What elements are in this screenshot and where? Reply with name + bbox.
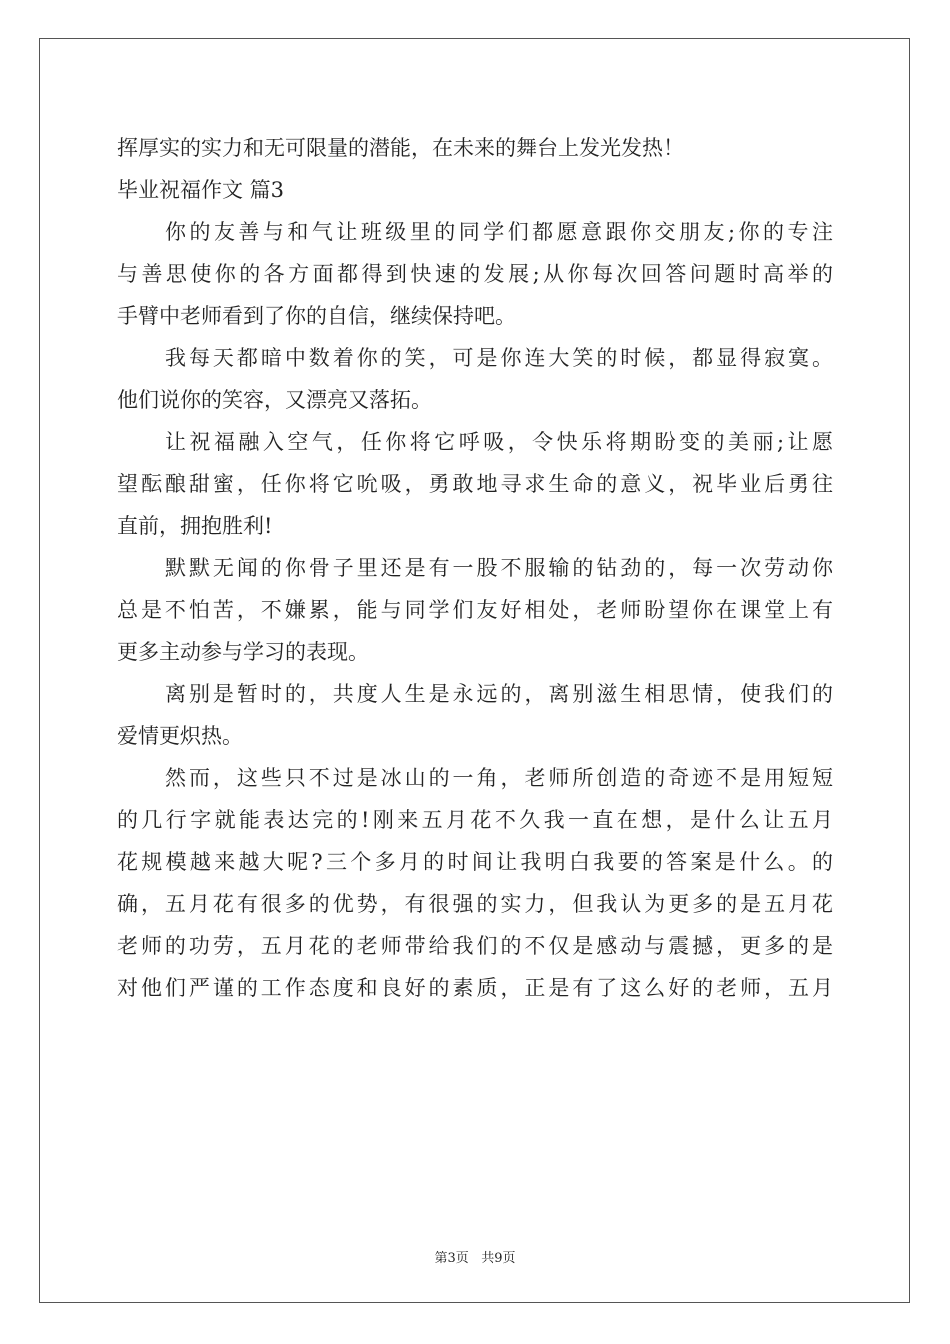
text-line: 老师的功劳，五月花的老师带给我们的不仅是感动与震撼，更多的是 bbox=[117, 934, 833, 958]
document-body bbox=[117, 127, 833, 1009]
page-number: 第3页 bbox=[434, 1251, 469, 1266]
text-line: 确，五月花有很多的优势，有很强的实力，但我认为更多的是五月花 bbox=[117, 892, 833, 916]
text-line: 对他们严谨的工作态度和良好的素质，正是有了这么好的老师，五月 bbox=[117, 976, 833, 1000]
text-line: 的几行字就能表达完的!刚来五月花不久我一直在想，是什么让五月 bbox=[117, 808, 833, 832]
text-line: 默默无闻的你骨子里还是有一股不服输的钻劲的，每一次劳动你 bbox=[165, 556, 833, 580]
text-line: 望酝酿甜蜜，任你将它吮吸，勇敢地寻求生命的意义，祝毕业后勇往 bbox=[117, 472, 833, 496]
text-line: 直前，拥抱胜利! bbox=[117, 514, 273, 538]
text-line: 手臂中老师看到了你的自信，继续保持吧。 bbox=[117, 304, 516, 328]
text-line: 离别是暂时的，共度人生是永远的，离别滋生相思情，使我们的 bbox=[165, 682, 833, 706]
text-line: 花规模越来越大呢?三个多月的时间让我明白我要的答案是什么。的 bbox=[117, 850, 833, 874]
text-line: 挥厚实的实力和无可限量的潜能，在未来的舞台上发光发热！ bbox=[117, 136, 684, 160]
page-footer bbox=[0, 1247, 950, 1266]
text-line: 更多主动参与学习的表现。 bbox=[117, 640, 369, 664]
text-line: 他们说你的笑容，又漂亮又落拓。 bbox=[117, 388, 432, 412]
text-line: 让祝福融入空气，任你将它呼吸，令快乐将期盼变的美丽;让愿 bbox=[165, 430, 833, 454]
text-line: 与善思使你的各方面都得到快速的发展;从你每次回答问题时高举的 bbox=[117, 262, 833, 286]
text-line: 我每天都暗中数着你的笑，可是你连大笑的时候，都显得寂寞。 bbox=[165, 346, 833, 370]
text-line: 爱情更炽热。 bbox=[117, 724, 243, 748]
text-line: 总是不怕苦，不嫌累，能与同学们友好相处，老师盼望你在课堂上有 bbox=[117, 598, 833, 622]
text-line: 毕业祝福作文 篇3 bbox=[117, 178, 285, 202]
text-line: 你的友善与和气让班级里的同学们都愿意跟你交朋友;你的专注 bbox=[165, 220, 833, 244]
page-total: 共9页 bbox=[481, 1251, 516, 1266]
text-line: 然而，这些只不过是冰山的一角，老师所创造的奇迹不是用短短 bbox=[165, 766, 833, 790]
